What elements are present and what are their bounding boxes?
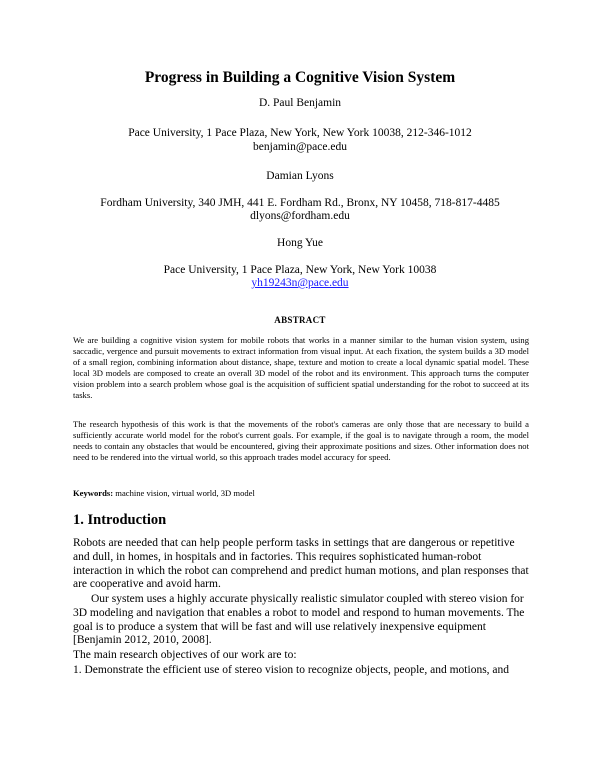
body-paragraph: The main research objectives of our work are to:	[73, 649, 297, 661]
paper-title: Progress in Building a Cognitive Vision System	[144, 69, 456, 86]
abstract-heading: ABSTRACT	[274, 315, 326, 325]
author-affiliation: Pace University, 1 Pace Plaza, New York, New York 10038, 212-346-1012	[128, 127, 472, 139]
author-name: Hong Yue	[277, 237, 323, 249]
body-paragraph: Our system uses a highly accurate physically realistic simulator coupled with stereo vision for 3D modeling and navigation that enables a robot to model and respond to human movements. The goal is to produce a system that will be fast and will use relatively inexpensive equipment [Benjamin 2012, 2010, 2008].	[73, 593, 525, 647]
author-name: D. Paul Benjamin	[258, 97, 342, 109]
abstract-paragraph: We are building a cognitive vision system for mobile robots that works in a manner similar to the human vision system, using saccadic, vergence and pursuit movements to extract information from visual input. At each fixation, the system builds a 3D model of a small region, combining information about distance, shape, texture and motion to create a local dynamic spatial model. These local 3D models are composed to create an overall 3D model of the robot and its environment. This approach turns the computer vision problem into a search problem whose goal is the acquisition of sufficient spatial understanding for the robot to succeed at its tasks.	[73, 335, 529, 400]
section-heading: 1. Introduction	[73, 512, 167, 528]
author-email-link[interactable]: yh19243n@pace.edu	[251, 277, 349, 289]
body-paragraph: 1. Demonstrate the efficient use of stereo vision to recognize objects, people, and motions, and	[73, 664, 510, 676]
abstract-paragraph: The research hypothesis of this work is that the movements of the robot's cameras are only those that are necessary to build a sufficiently accurate world model for the robot's current goals. For example, if the goal is to navigate through a room, the model needs to contain any obstacles that would be encountered, giving their approximate positions and sizes. Other information does not need to be rendered into the virtual world, so this approach trades model accuracy for speed.	[73, 419, 529, 462]
author-affiliation: Fordham University, 340 JMH, 441 E. Fordham Rd., Bronx, NY 10458, 718-817-4485	[100, 197, 500, 209]
keywords	[73, 488, 529, 498]
author-affiliation: Pace University, 1 Pace Plaza, New York, New York 10038	[163, 264, 437, 276]
keywords-text: machine vision, virtual world, 3D model	[113, 488, 255, 498]
author-email: benjamin@pace.edu	[253, 141, 347, 153]
body-paragraph: Robots are needed that can help people perform tasks in settings that are dangerous or repetitive and dull, in homes, in hospitals and in factories. This requires sophisticated human-robot interaction in which the robot can comprehend and predict human motions, and plan responses that are cooperative and avoid harm.	[73, 537, 529, 591]
author-name: Damian Lyons	[266, 170, 334, 182]
author-email: dlyons@fordham.edu	[250, 210, 350, 222]
keywords-label: Keywords:	[73, 488, 114, 498]
